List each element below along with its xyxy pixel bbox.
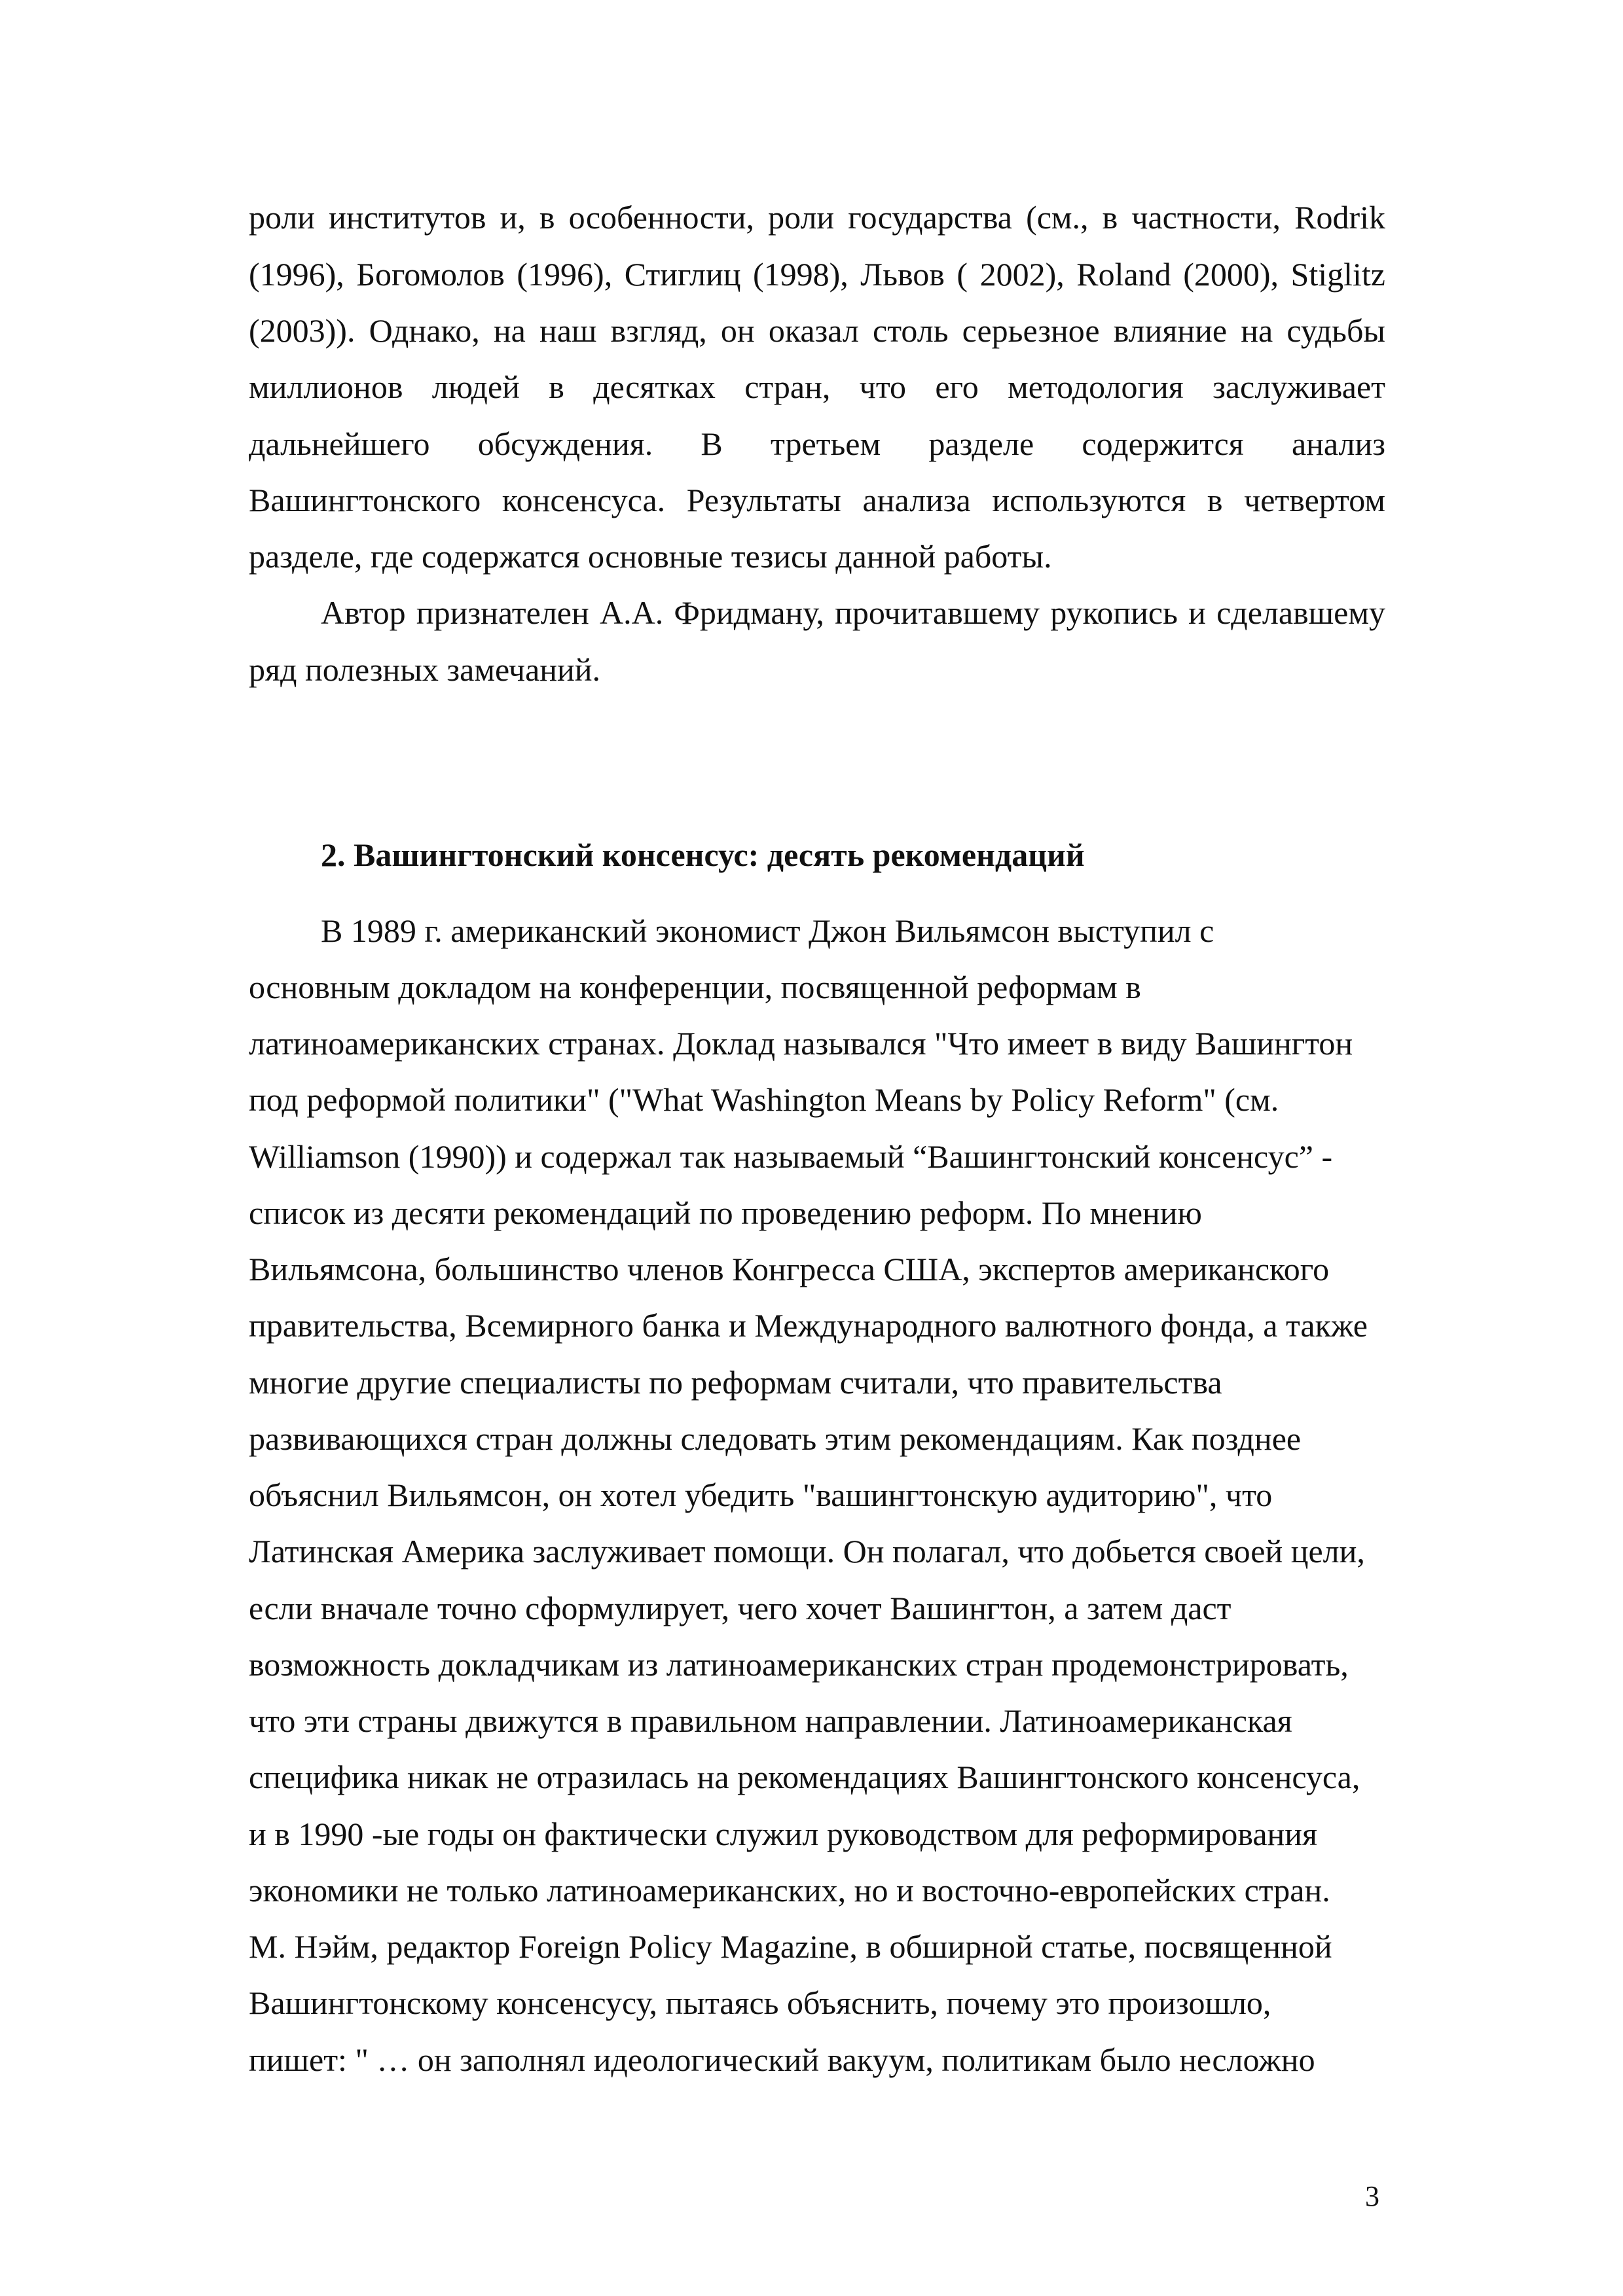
paragraph-1-line-5: дальнейшего обсуждения. В третьем разделе содержится анализ	[249, 425, 1385, 462]
section-body-line-12: Латинская Америка заслуживает помощи. Он полагал, что добьется своей цели,	[249, 1533, 1365, 1570]
section-body-line-18: экономики не только латиноамериканских, но и восточно-европейских стран.	[249, 1872, 1330, 1909]
acknowledgement-line-2: ряд полезных замечаний.	[249, 651, 601, 688]
section-body-line-8: правительства, Всемирного банка и Международного валютного фонда, а также	[249, 1307, 1368, 1344]
paragraph-1-line-2: (1996), Богомолов (1996), Стиглиц (1998), Львов ( 2002), Roland (2000), Stiglitz	[249, 256, 1385, 293]
section-body-line-10: развивающихся стран должны следовать этим рекомендациям. Как позднее	[249, 1420, 1302, 1457]
section-body-line-1: В 1989 г. американский экономист Джон Вильямсон выступил с	[321, 912, 1214, 949]
section-body-line-7: Вильямсона, большинство членов Конгресса США, экспертов американского	[249, 1251, 1330, 1287]
section-body-line-14: возможность докладчикам из латиноамериканских стран продемонстрировать,	[249, 1646, 1349, 1683]
section-heading: 2. Вашингтонский консенсус: десять рекомендаций	[321, 836, 1085, 873]
paragraph-1-line-1: роли институтов и, в особенности, роли государства (см., в частности, Rodrik	[249, 199, 1385, 236]
section-body-line-3: латиноамериканских странах. Доклад назывался "Что имеет в виду Вашингтон	[249, 1025, 1353, 1062]
section-body-line-5: Williamson (1990)) и содержал так называемый “Вашингтонский консенсус” -	[249, 1138, 1333, 1175]
section-body-line-6: список из десяти рекомендаций по проведению реформ. По мнению	[249, 1194, 1202, 1231]
section-body-line-21: пишет: " … он заполнял идеологический вакуум, политикам было несложно	[249, 2041, 1315, 2078]
section-body-line-9: многие другие специалисты по реформам считали, что правительства	[249, 1364, 1222, 1401]
section-body-line-13: если вначале точно сформулирует, чего хочет Вашингтон, а затем даст	[249, 1590, 1231, 1626]
section-body-line-4: под реформой политики" ("What Washington Means by Policy Reform" (см.	[249, 1081, 1279, 1118]
section-body-line-17: и в 1990 -ые годы он фактически служил руководством для реформирования	[249, 1816, 1318, 1852]
section-body-line-15: что эти страны движутся в правильном направлении. Латиноамериканская	[249, 1702, 1292, 1739]
paragraph-1-line-4: миллионов людей в десятках стран, что его методология заслуживает	[249, 368, 1385, 405]
page-number: 3	[1365, 2180, 1379, 2212]
section-body-line-2: основным докладом на конференции, посвященной реформам в	[249, 969, 1141, 1005]
paragraph-1-line-6: Вашингтонского консенсуса. Результаты анализа используются в четвертом	[249, 482, 1385, 518]
section-body-line-11: объяснил Вильямсон, он хотел убедить "вашингтонскую аудиторию", что	[249, 1477, 1273, 1513]
paragraph-1-line-7: разделе, где содержатся основные тезисы данной работы.	[249, 538, 1052, 575]
section-body-line-20: Вашингтонскому консенсусу, пытаясь объяснить, почему это произошло,	[249, 1984, 1271, 2021]
section-body-line-16: специфика никак не отразилась на рекомендациях Вашингтонского консенсуса,	[249, 1759, 1360, 1795]
acknowledgement-line-1: Автор признателен А.А. Фридману, прочитавшему рукопись и сделавшему	[321, 594, 1385, 631]
paragraph-1-line-3: (2003)). Однако, на наш взгляд, он оказал столь серьезное влияние на судьбы	[249, 312, 1385, 349]
section-body-line-19: М. Нэйм, редактор Foreign Policy Magazine, в обширной статье, посвященной	[249, 1928, 1332, 1965]
